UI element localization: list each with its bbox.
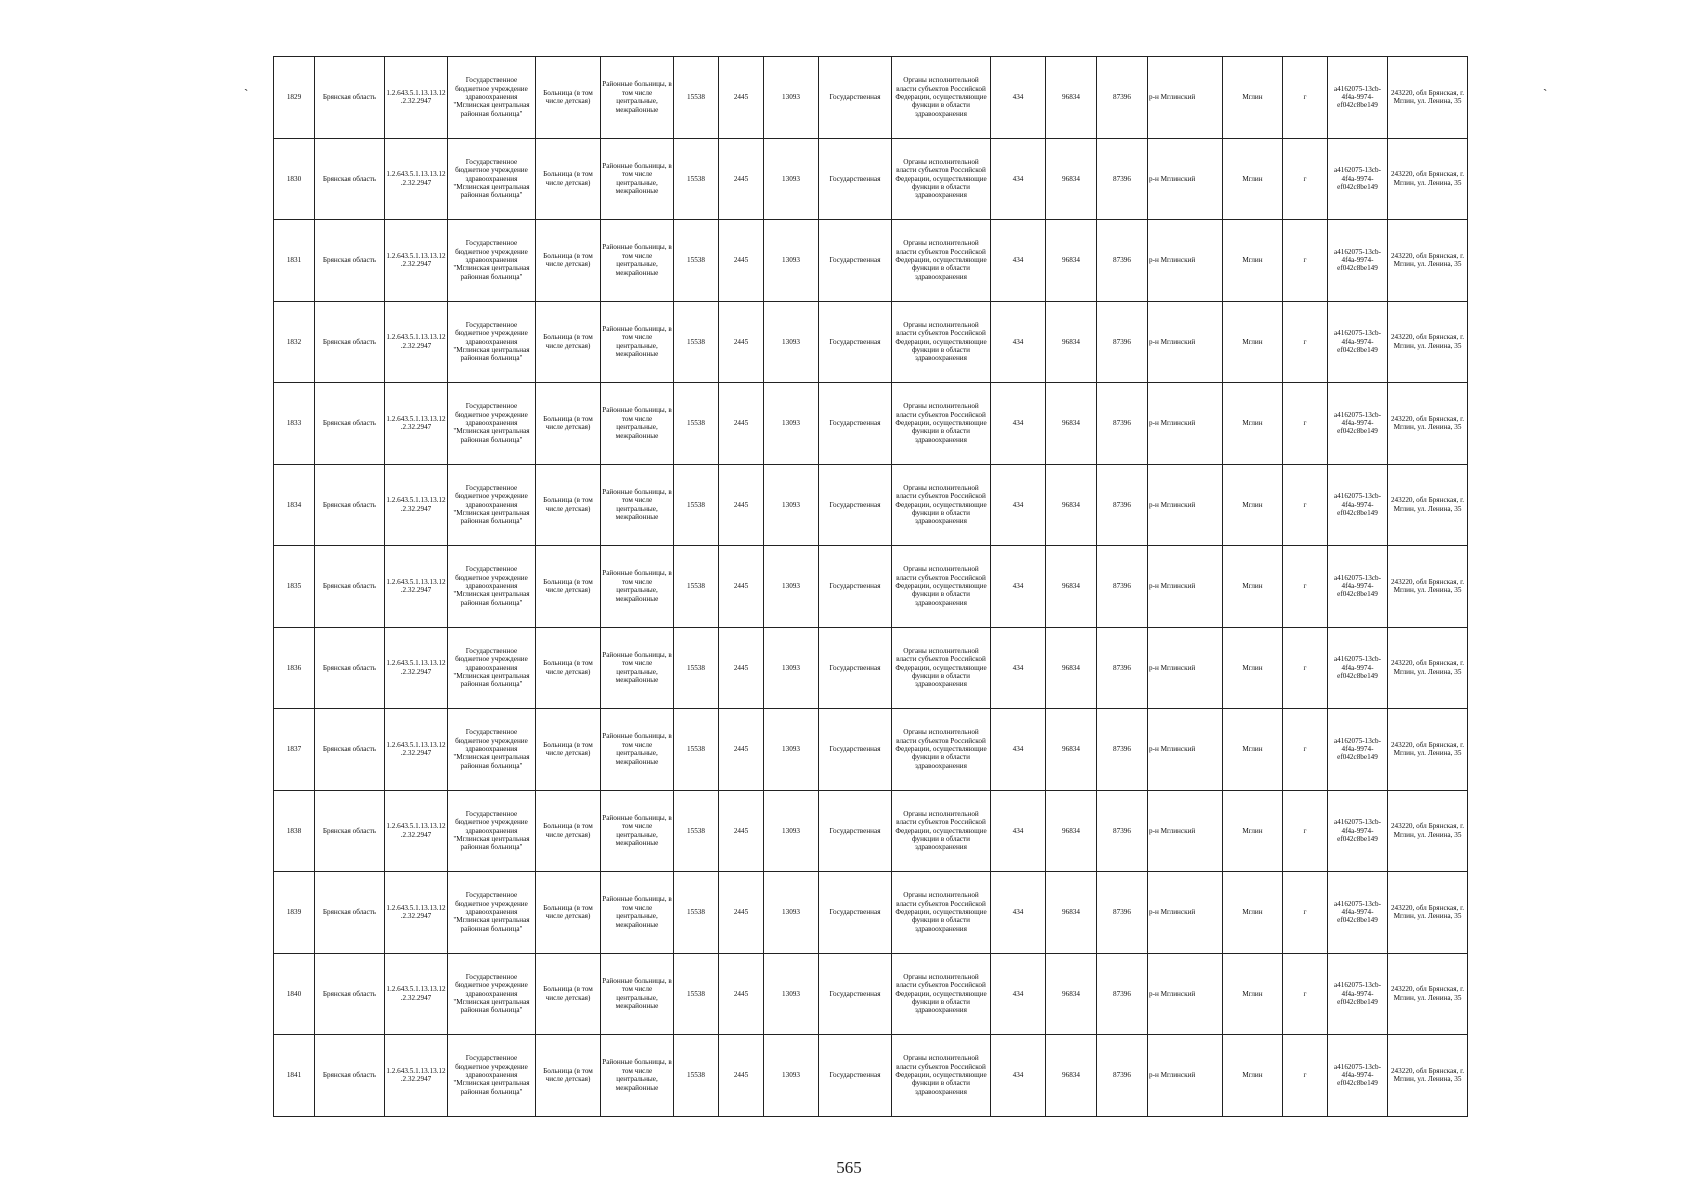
value-cell: 2445: [719, 383, 764, 465]
guid-cell: a4162075-13cb-4f4a-9974-ef042c8be149: [1328, 57, 1388, 139]
code-cell: 1.2.643.5.1.13.13.12.2.32.2947: [385, 627, 448, 709]
facility-type-cell: Больница (в том числе детская): [536, 220, 601, 302]
value-cell: 96834: [1046, 790, 1097, 872]
scan-mark-right: ˋ: [1543, 86, 1548, 101]
value-cell: 13093: [764, 138, 819, 220]
value-cell: 87396: [1097, 709, 1148, 791]
row-number-cell: 1838: [274, 790, 315, 872]
row-number-cell: 1830: [274, 138, 315, 220]
district-cell: р-н Мглинский: [1148, 709, 1223, 791]
row-number-cell: 1831: [274, 220, 315, 302]
value-cell: 2445: [719, 627, 764, 709]
city-cell: Мглин: [1223, 383, 1283, 465]
code-cell: 1.2.643.5.1.13.13.12.2.32.2947: [385, 220, 448, 302]
value-cell: 96834: [1046, 546, 1097, 628]
city-cell: Мглин: [1223, 57, 1283, 139]
guid-cell: a4162075-13cb-4f4a-9974-ef042c8be149: [1328, 383, 1388, 465]
institution-name-cell: Государственное бюджетное учреждение здравоохранения "Мглинская центральная районная больница": [448, 790, 536, 872]
institution-name-cell: Государственное бюджетное учреждение здравоохранения "Мглинская центральная районная больница": [448, 546, 536, 628]
guid-cell: a4162075-13cb-4f4a-9974-ef042c8be149: [1328, 301, 1388, 383]
value-cell: 15538: [674, 383, 719, 465]
region-cell: Брянская область: [315, 546, 385, 628]
value-cell: 87396: [1097, 57, 1148, 139]
value-cell: 2445: [719, 546, 764, 628]
institution-name-cell: Государственное бюджетное учреждение здравоохранения "Мглинская центральная районная больница": [448, 709, 536, 791]
value-cell: 13093: [764, 57, 819, 139]
facility-type-cell: Больница (в том числе детская): [536, 383, 601, 465]
ownership-cell: Государственная: [819, 383, 892, 465]
facility-type-cell: Больница (в том числе детская): [536, 790, 601, 872]
table-row: [274, 220, 1468, 302]
table-row: [274, 383, 1468, 465]
value-cell: 434: [991, 872, 1046, 954]
district-cell: р-н Мглинский: [1148, 546, 1223, 628]
address-cell: 243220, обл Брянская, г. Мглин, ул. Ленина, 35: [1388, 709, 1468, 791]
value-cell: 96834: [1046, 709, 1097, 791]
value-cell: 96834: [1046, 627, 1097, 709]
facility-type-cell: Больница (в том числе детская): [536, 546, 601, 628]
value-cell: 434: [991, 709, 1046, 791]
facility-subtype-cell: Районные больницы, в том числе центральные, межрайонные: [601, 872, 674, 954]
value-cell: 15538: [674, 872, 719, 954]
settlement-type-cell: г: [1283, 57, 1328, 139]
value-cell: 96834: [1046, 220, 1097, 302]
value-cell: 13093: [764, 220, 819, 302]
row-number-cell: 1835: [274, 546, 315, 628]
ownership-cell: Государственная: [819, 546, 892, 628]
code-cell: 1.2.643.5.1.13.13.12.2.32.2947: [385, 383, 448, 465]
code-cell: 1.2.643.5.1.13.13.12.2.32.2947: [385, 1035, 448, 1117]
authority-cell: Органы исполнительной власти субъектов Российской Федерации, осуществляющие функции в области здравоохранения: [892, 464, 991, 546]
table-row: [274, 627, 1468, 709]
ownership-cell: Государственная: [819, 57, 892, 139]
ownership-cell: Государственная: [819, 709, 892, 791]
region-cell: Брянская область: [315, 627, 385, 709]
row-number-cell: 1839: [274, 872, 315, 954]
guid-cell: a4162075-13cb-4f4a-9974-ef042c8be149: [1328, 464, 1388, 546]
value-cell: 96834: [1046, 57, 1097, 139]
table-row: [274, 464, 1468, 546]
value-cell: 15538: [674, 627, 719, 709]
value-cell: 87396: [1097, 953, 1148, 1035]
ownership-cell: Государственная: [819, 220, 892, 302]
row-number-cell: 1829: [274, 57, 315, 139]
value-cell: 2445: [719, 872, 764, 954]
district-cell: р-н Мглинский: [1148, 953, 1223, 1035]
value-cell: 15538: [674, 464, 719, 546]
facility-type-cell: Больница (в том числе детская): [536, 872, 601, 954]
settlement-type-cell: г: [1283, 546, 1328, 628]
table-row: [274, 1035, 1468, 1117]
facility-type-cell: Больница (в том числе детская): [536, 1035, 601, 1117]
guid-cell: a4162075-13cb-4f4a-9974-ef042c8be149: [1328, 709, 1388, 791]
value-cell: 13093: [764, 1035, 819, 1117]
row-number-cell: 1832: [274, 301, 315, 383]
institution-name-cell: Государственное бюджетное учреждение здравоохранения "Мглинская центральная районная больница": [448, 627, 536, 709]
value-cell: 15538: [674, 57, 719, 139]
value-cell: 434: [991, 627, 1046, 709]
institution-name-cell: Государственное бюджетное учреждение здравоохранения "Мглинская центральная районная больница": [448, 383, 536, 465]
value-cell: 15538: [674, 138, 719, 220]
value-cell: 2445: [719, 709, 764, 791]
address-cell: 243220, обл Брянская, г. Мглин, ул. Ленина, 35: [1388, 138, 1468, 220]
value-cell: 87396: [1097, 301, 1148, 383]
district-cell: р-н Мглинский: [1148, 301, 1223, 383]
ownership-cell: Государственная: [819, 872, 892, 954]
city-cell: Мглин: [1223, 464, 1283, 546]
table-row: [274, 138, 1468, 220]
city-cell: Мглин: [1223, 872, 1283, 954]
code-cell: 1.2.643.5.1.13.13.12.2.32.2947: [385, 953, 448, 1035]
code-cell: 1.2.643.5.1.13.13.12.2.32.2947: [385, 464, 448, 546]
city-cell: Мглин: [1223, 790, 1283, 872]
city-cell: Мглин: [1223, 709, 1283, 791]
institution-name-cell: Государственное бюджетное учреждение здравоохранения "Мглинская центральная районная больница": [448, 953, 536, 1035]
value-cell: 434: [991, 1035, 1046, 1117]
value-cell: 2445: [719, 138, 764, 220]
settlement-type-cell: г: [1283, 220, 1328, 302]
value-cell: 15538: [674, 546, 719, 628]
facility-subtype-cell: Районные больницы, в том числе центральные, межрайонные: [601, 383, 674, 465]
value-cell: 15538: [674, 220, 719, 302]
table-row: [274, 57, 1468, 139]
authority-cell: Органы исполнительной власти субъектов Российской Федерации, осуществляющие функции в области здравоохранения: [892, 546, 991, 628]
ownership-cell: Государственная: [819, 1035, 892, 1117]
authority-cell: Органы исполнительной власти субъектов Российской Федерации, осуществляющие функции в области здравоохранения: [892, 301, 991, 383]
facility-subtype-cell: Районные больницы, в том числе центральные, межрайонные: [601, 790, 674, 872]
settlement-type-cell: г: [1283, 464, 1328, 546]
facility-subtype-cell: Районные больницы, в том числе центральные, межрайонные: [601, 627, 674, 709]
row-number-cell: 1840: [274, 953, 315, 1035]
district-cell: р-н Мглинский: [1148, 790, 1223, 872]
region-cell: Брянская область: [315, 301, 385, 383]
value-cell: 2445: [719, 220, 764, 302]
authority-cell: Органы исполнительной власти субъектов Российской Федерации, осуществляющие функции в области здравоохранения: [892, 709, 991, 791]
district-cell: р-н Мглинский: [1148, 57, 1223, 139]
facility-subtype-cell: Районные больницы, в том числе центральные, межрайонные: [601, 220, 674, 302]
value-cell: 96834: [1046, 1035, 1097, 1117]
table-row: [274, 790, 1468, 872]
ownership-cell: Государственная: [819, 790, 892, 872]
value-cell: 87396: [1097, 464, 1148, 546]
table-row: [274, 301, 1468, 383]
settlement-type-cell: г: [1283, 138, 1328, 220]
facility-subtype-cell: Районные больницы, в том числе центральные, межрайонные: [601, 301, 674, 383]
institution-name-cell: Государственное бюджетное учреждение здравоохранения "Мглинская центральная районная больница": [448, 301, 536, 383]
district-cell: р-н Мглинский: [1148, 872, 1223, 954]
facility-type-cell: Больница (в том числе детская): [536, 301, 601, 383]
institution-name-cell: Государственное бюджетное учреждение здравоохранения "Мглинская центральная районная больница": [448, 138, 536, 220]
facility-subtype-cell: Районные больницы, в том числе центральные, межрайонные: [601, 953, 674, 1035]
value-cell: 87396: [1097, 872, 1148, 954]
address-cell: 243220, обл Брянская, г. Мглин, ул. Ленина, 35: [1388, 790, 1468, 872]
row-number-cell: 1833: [274, 383, 315, 465]
ownership-cell: Государственная: [819, 301, 892, 383]
region-cell: Брянская область: [315, 790, 385, 872]
region-cell: Брянская область: [315, 953, 385, 1035]
code-cell: 1.2.643.5.1.13.13.12.2.32.2947: [385, 709, 448, 791]
value-cell: 15538: [674, 709, 719, 791]
settlement-type-cell: г: [1283, 383, 1328, 465]
city-cell: Мглин: [1223, 546, 1283, 628]
city-cell: Мглин: [1223, 953, 1283, 1035]
facility-type-cell: Больница (в том числе детская): [536, 57, 601, 139]
value-cell: 2445: [719, 953, 764, 1035]
code-cell: 1.2.643.5.1.13.13.12.2.32.2947: [385, 138, 448, 220]
value-cell: 13093: [764, 627, 819, 709]
ownership-cell: Государственная: [819, 953, 892, 1035]
facility-subtype-cell: Районные больницы, в том числе центральные, межрайонные: [601, 709, 674, 791]
page-number: 565: [836, 1158, 862, 1177]
value-cell: 87396: [1097, 546, 1148, 628]
table-row: [274, 872, 1468, 954]
value-cell: 87396: [1097, 790, 1148, 872]
value-cell: 434: [991, 464, 1046, 546]
value-cell: 2445: [719, 790, 764, 872]
value-cell: 434: [991, 790, 1046, 872]
code-cell: 1.2.643.5.1.13.13.12.2.32.2947: [385, 301, 448, 383]
city-cell: Мглин: [1223, 627, 1283, 709]
address-cell: 243220, обл Брянская, г. Мглин, ул. Ленина, 35: [1388, 220, 1468, 302]
value-cell: 434: [991, 220, 1046, 302]
code-cell: 1.2.643.5.1.13.13.12.2.32.2947: [385, 790, 448, 872]
address-cell: 243220, обл Брянская, г. Мглин, ул. Ленина, 35: [1388, 872, 1468, 954]
address-cell: 243220, обл Брянская, г. Мглин, ул. Ленина, 35: [1388, 1035, 1468, 1117]
region-cell: Брянская область: [315, 220, 385, 302]
settlement-type-cell: г: [1283, 1035, 1328, 1117]
guid-cell: a4162075-13cb-4f4a-9974-ef042c8be149: [1328, 1035, 1388, 1117]
value-cell: 2445: [719, 301, 764, 383]
settlement-type-cell: г: [1283, 872, 1328, 954]
value-cell: 434: [991, 953, 1046, 1035]
address-cell: 243220, обл Брянская, г. Мглин, ул. Ленина, 35: [1388, 464, 1468, 546]
value-cell: 15538: [674, 301, 719, 383]
facility-subtype-cell: Районные больницы, в том числе центральные, межрайонные: [601, 57, 674, 139]
district-cell: р-н Мглинский: [1148, 220, 1223, 302]
address-cell: 243220, обл Брянская, г. Мглин, ул. Ленина, 35: [1388, 546, 1468, 628]
region-cell: Брянская область: [315, 464, 385, 546]
guid-cell: a4162075-13cb-4f4a-9974-ef042c8be149: [1328, 220, 1388, 302]
settlement-type-cell: г: [1283, 790, 1328, 872]
code-cell: 1.2.643.5.1.13.13.12.2.32.2947: [385, 872, 448, 954]
value-cell: 87396: [1097, 383, 1148, 465]
scan-mark-left: ˋ: [244, 86, 249, 101]
authority-cell: Органы исполнительной власти субъектов Российской Федерации, осуществляющие функции в области здравоохранения: [892, 220, 991, 302]
guid-cell: a4162075-13cb-4f4a-9974-ef042c8be149: [1328, 138, 1388, 220]
row-number-cell: 1837: [274, 709, 315, 791]
table-row: [274, 709, 1468, 791]
facility-type-cell: Больница (в том числе детская): [536, 709, 601, 791]
value-cell: 2445: [719, 1035, 764, 1117]
value-cell: 15538: [674, 790, 719, 872]
value-cell: 13093: [764, 301, 819, 383]
ownership-cell: Государственная: [819, 627, 892, 709]
value-cell: 434: [991, 301, 1046, 383]
value-cell: 13093: [764, 383, 819, 465]
value-cell: 434: [991, 546, 1046, 628]
address-cell: 243220, обл Брянская, г. Мглин, ул. Ленина, 35: [1388, 627, 1468, 709]
institution-name-cell: Государственное бюджетное учреждение здравоохранения "Мглинская центральная районная больница": [448, 220, 536, 302]
facility-type-cell: Больница (в том числе детская): [536, 627, 601, 709]
settlement-type-cell: г: [1283, 709, 1328, 791]
value-cell: 96834: [1046, 872, 1097, 954]
district-cell: р-н Мглинский: [1148, 138, 1223, 220]
authority-cell: Органы исполнительной власти субъектов Российской Федерации, осуществляющие функции в области здравоохранения: [892, 872, 991, 954]
value-cell: 87396: [1097, 1035, 1148, 1117]
address-cell: 243220, обл Брянская, г. Мглин, ул. Ленина, 35: [1388, 57, 1468, 139]
settlement-type-cell: г: [1283, 953, 1328, 1035]
value-cell: 2445: [719, 57, 764, 139]
authority-cell: Органы исполнительной власти субъектов Российской Федерации, осуществляющие функции в области здравоохранения: [892, 953, 991, 1035]
value-cell: 434: [991, 383, 1046, 465]
guid-cell: a4162075-13cb-4f4a-9974-ef042c8be149: [1328, 546, 1388, 628]
value-cell: 96834: [1046, 953, 1097, 1035]
value-cell: 96834: [1046, 383, 1097, 465]
settlement-type-cell: г: [1283, 301, 1328, 383]
region-cell: Брянская область: [315, 1035, 385, 1117]
facility-type-cell: Больница (в том числе детская): [536, 138, 601, 220]
ownership-cell: Государственная: [819, 464, 892, 546]
value-cell: 2445: [719, 464, 764, 546]
institution-name-cell: Государственное бюджетное учреждение здравоохранения "Мглинская центральная районная больница": [448, 57, 536, 139]
district-cell: р-н Мглинский: [1148, 464, 1223, 546]
authority-cell: Органы исполнительной власти субъектов Российской Федерации, осуществляющие функции в области здравоохранения: [892, 1035, 991, 1117]
region-cell: Брянская область: [315, 383, 385, 465]
row-number-cell: 1841: [274, 1035, 315, 1117]
table-body: [274, 57, 1468, 1117]
value-cell: 434: [991, 138, 1046, 220]
value-cell: 13093: [764, 464, 819, 546]
institution-name-cell: Государственное бюджетное учреждение здравоохранения "Мглинская центральная районная больница": [448, 464, 536, 546]
ownership-cell: Государственная: [819, 138, 892, 220]
value-cell: 13093: [764, 709, 819, 791]
district-cell: р-н Мглинский: [1148, 627, 1223, 709]
region-cell: Брянская область: [315, 57, 385, 139]
facility-subtype-cell: Районные больницы, в том числе центральные, межрайонные: [601, 464, 674, 546]
institution-name-cell: Государственное бюджетное учреждение здравоохранения "Мглинская центральная районная больница": [448, 1035, 536, 1117]
code-cell: 1.2.643.5.1.13.13.12.2.32.2947: [385, 57, 448, 139]
authority-cell: Органы исполнительной власти субъектов Российской Федерации, осуществляющие функции в области здравоохранения: [892, 138, 991, 220]
settlement-type-cell: г: [1283, 627, 1328, 709]
value-cell: 13093: [764, 872, 819, 954]
address-cell: 243220, обл Брянская, г. Мглин, ул. Ленина, 35: [1388, 383, 1468, 465]
city-cell: Мглин: [1223, 138, 1283, 220]
value-cell: 13093: [764, 953, 819, 1035]
value-cell: 13093: [764, 546, 819, 628]
facility-type-cell: Больница (в том числе детская): [536, 953, 601, 1035]
value-cell: 434: [991, 57, 1046, 139]
address-cell: 243220, обл Брянская, г. Мглин, ул. Ленина, 35: [1388, 301, 1468, 383]
address-cell: 243220, обл Брянская, г. Мглин, ул. Ленина, 35: [1388, 953, 1468, 1035]
city-cell: Мглин: [1223, 1035, 1283, 1117]
row-number-cell: 1834: [274, 464, 315, 546]
value-cell: 96834: [1046, 464, 1097, 546]
district-cell: р-н Мглинский: [1148, 383, 1223, 465]
value-cell: 87396: [1097, 627, 1148, 709]
facility-subtype-cell: Районные больницы, в том числе центральные, межрайонные: [601, 1035, 674, 1117]
region-cell: Брянская область: [315, 709, 385, 791]
value-cell: 15538: [674, 1035, 719, 1117]
value-cell: 87396: [1097, 220, 1148, 302]
value-cell: 87396: [1097, 138, 1148, 220]
guid-cell: a4162075-13cb-4f4a-9974-ef042c8be149: [1328, 872, 1388, 954]
value-cell: 13093: [764, 790, 819, 872]
authority-cell: Органы исполнительной власти субъектов Российской Федерации, осуществляющие функции в области здравоохранения: [892, 383, 991, 465]
facility-subtype-cell: Районные больницы, в том числе центральные, межрайонные: [601, 138, 674, 220]
code-cell: 1.2.643.5.1.13.13.12.2.32.2947: [385, 546, 448, 628]
value-cell: 15538: [674, 953, 719, 1035]
table-row: [274, 546, 1468, 628]
guid-cell: a4162075-13cb-4f4a-9974-ef042c8be149: [1328, 627, 1388, 709]
value-cell: 96834: [1046, 301, 1097, 383]
institution-name-cell: Государственное бюджетное учреждение здравоохранения "Мглинская центральная районная больница": [448, 872, 536, 954]
city-cell: Мглин: [1223, 220, 1283, 302]
guid-cell: a4162075-13cb-4f4a-9974-ef042c8be149: [1328, 790, 1388, 872]
city-cell: Мглин: [1223, 301, 1283, 383]
table-row: [274, 953, 1468, 1035]
guid-cell: a4162075-13cb-4f4a-9974-ef042c8be149: [1328, 953, 1388, 1035]
value-cell: 96834: [1046, 138, 1097, 220]
registry-table: [273, 56, 1468, 1117]
authority-cell: Органы исполнительной власти субъектов Российской Федерации, осуществляющие функции в области здравоохранения: [892, 627, 991, 709]
row-number-cell: 1836: [274, 627, 315, 709]
authority-cell: Органы исполнительной власти субъектов Российской Федерации, осуществляющие функции в области здравоохранения: [892, 57, 991, 139]
facility-subtype-cell: Районные больницы, в том числе центральные, межрайонные: [601, 546, 674, 628]
region-cell: Брянская область: [315, 872, 385, 954]
district-cell: р-н Мглинский: [1148, 1035, 1223, 1117]
region-cell: Брянская область: [315, 138, 385, 220]
facility-type-cell: Больница (в том числе детская): [536, 464, 601, 546]
authority-cell: Органы исполнительной власти субъектов Российской Федерации, осуществляющие функции в области здравоохранения: [892, 790, 991, 872]
